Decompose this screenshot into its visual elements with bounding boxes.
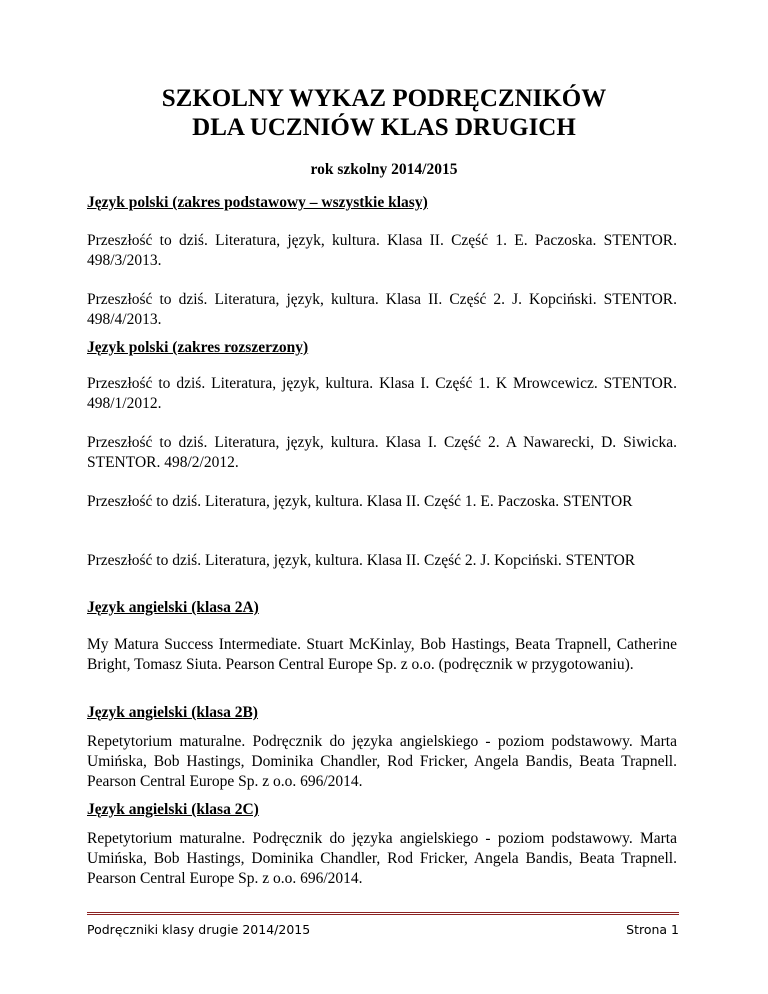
school-year: rok szkolny 2014/2015 [310,161,458,178]
section-heading-polish-extended: Język polski (zakres rozszerzony) [87,339,309,356]
footer-page-number: Strona 1 [626,922,679,937]
book-entry: Przeszłość to dziś. Literatura, język, kultura. Klasa II. Część 1. E. Paczoska. STENTOR [87,493,633,510]
book-entry: Przeszłość to dziś. Literatura, język, kultura. Klasa I. Część 2. A Nawarecki, D. Siwicka. STENTOR. 498/2/2012. [87,434,677,471]
document-title-line2: DLA UCZNIÓW KLAS DRUGICH [192,114,576,141]
book-entry: Przeszłość to dziś. Literatura, język, kultura. Klasa I. Część 1. K Mrowcewicz. STENTOR. 498/1/2012. [87,375,677,412]
book-entry: Przeszłość to dziś. Literatura, język, kultura. Klasa II. Część 1. E. Paczoska. STENTOR. 498/3/2013. [87,232,677,269]
document-title-line1: SZKOLNY WYKAZ PODRĘCZNIKÓW [161,85,607,112]
section-heading-english-2a: Język angielski (klasa 2A) [87,599,259,616]
section-heading-english-2b: Język angielski (klasa 2B) [87,704,258,721]
book-entry: Repetytorium maturalne. Podręcznik do języka angielskiego - poziom podstawowy. Marta Umińska, Bob Hastings, Dominika Chandler, Rod Fricker, Angela Bandis, Beata Trapnell. Pearson Central Europe Sp. z o.o. 696/2014. [87,830,677,887]
book-entry: Repetytorium maturalne. Podręcznik do języka angielskiego - poziom podstawowy. Marta Umińska, Bob Hastings, Dominika Chandler, Rod Fricker, Angela Bandis, Beata Trapnell. Pearson Central Europe Sp. z o.o. 696/2014. [87,733,677,790]
footer-divider [87,912,679,915]
book-entry: My Matura Success Intermediate. Stuart McKinlay, Bob Hastings, Beata Trapnell, Catherine Bright, Tomasz Siuta. Pearson Central Europe Sp. z o.o. (podręcznik w przygotowaniu). [87,636,677,673]
book-entry: Przeszłość to dziś. Literatura, język, kultura. Klasa II. Część 2. J. Kopciński. STENTOR [87,552,636,569]
book-entry: Przeszłość to dziś. Literatura, język, kultura. Klasa II. Część 2. J. Kopciński. STENTOR. 498/4/2013. [87,291,677,328]
footer-document-name: Podręczniki klasy drugie 2014/2015 [87,922,311,937]
section-heading-english-2c: Język angielski (klasa 2C) [87,801,259,818]
section-heading-polish-basic: Język polski (zakres podstawowy – wszystkie klasy) [87,194,428,211]
